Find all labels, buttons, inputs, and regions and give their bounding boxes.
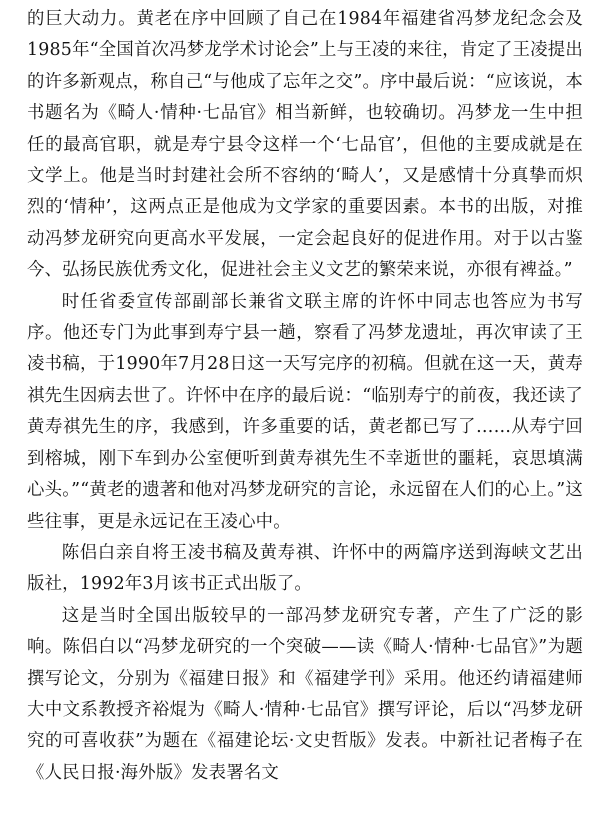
paragraph-4: 这是当时全国出版较早的一部冯梦龙研究专著，产生了广泛的影响。陈侣白以“冯梦龙研究的一个突破——读《畸人·情种·七品官》”为题撰写论文，分别为《福建日报》和《福建学刊》采用。他还约请福建师大中文系教授齐裕焜为《畸人·情种·七品官》撰写评论，后以“冯梦龙研究的可喜收获”为题在《福建论坛·文史哲版》发表。中新社记者梅子在《人民日报·海外版》发表署名文 xyxy=(27,605,583,783)
paragraph-3: 陈侣白亲自将王凌书稿及黄寿祺、许怀中的两篇序送到海峡文艺出版社，1992年3月该书正式出版了。 xyxy=(27,542,583,595)
document-page xyxy=(27,4,583,789)
paragraph-1: 的巨大动力。黄老在序中回顾了自己在1984年福建省冯梦龙纪念会及1985年“全国首次冯梦龙学术讨论会”上与王凌的来往，肯定了王凌提出的许多新观点，称自己“与他成了忘年之交”。序中最后说：“应该说，本书题名为《畸人·情种·七品官》相当新鲜，也较确切。冯梦龙一生中担任的最高官职，就是寿宁县令这样一个‘七品官’，但他的主要成就是在文学上。他是当时封建社会所不容纳的‘畸人’，又是感情十分真挚而炽烈的‘情种’，这两点正是他成为文学家的重要因素。本书的出版，对推动冯梦龙研究向更高水平发展，一定会起良好的促进作用。对于以古鉴今、弘扬民族优秀文化，促进社会主义文艺的繁荣来说，亦很有裨益。” xyxy=(27,9,583,281)
paragraph-2: 时任省委宣传部副部长兼省文联主席的许怀中同志也答应为书写序。他还专门为此事到寿宁县一趟，察看了冯梦龙遗址，再次审读了王凌书稿，于1990年7月28日这一天写完序的初稿。但就在这一天，黄寿祺先生因病去世了。许怀中在序的最后说：“临别寿宁的前夜，我还读了黄寿祺先生的序，我感到，许多重要的话，黄老都已写了……从寿宁回到榕城，刚下车到办公室便听到黄寿祺先生不幸逝世的噩耗，哀思填满心头。”“黄老的遗著和他对冯梦龙研究的言论，永远留在人们的心上。”这些往事，更是永远记在王凌心中。 xyxy=(27,291,583,532)
